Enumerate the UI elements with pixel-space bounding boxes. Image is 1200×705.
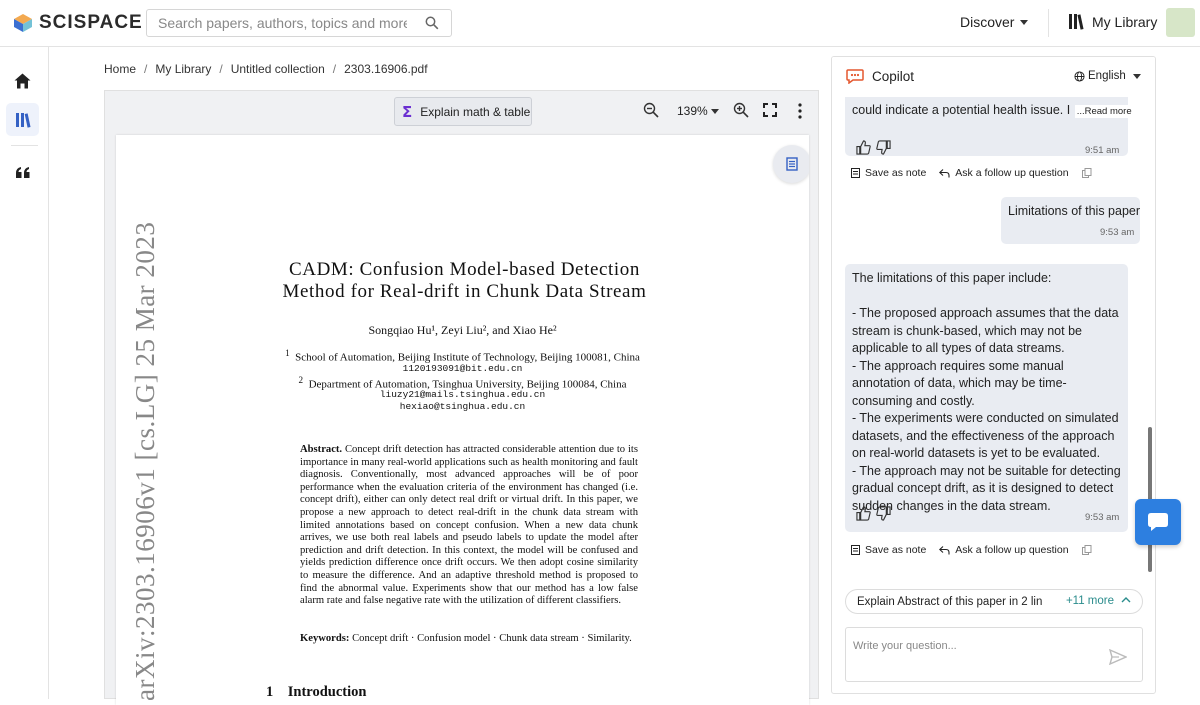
citation-button[interactable] — [6, 156, 39, 189]
keywords-text: Concept drift · Confusion model · Chunk data stream · Similarity. — [352, 633, 632, 644]
email-2: liuzy21@mails.tsinghua.edu.cn — [379, 389, 546, 400]
breadcrumb-separator: / — [144, 62, 148, 76]
user-message-text: Limitations of this paper — [1008, 204, 1141, 218]
thumbs-up-icon[interactable] — [856, 140, 871, 155]
breadcrumb-my-library[interactable]: My Library — [155, 62, 212, 76]
affiliation-1-marker: 1 — [285, 348, 290, 358]
user-message — [1001, 197, 1140, 244]
keywords-label: Keywords: — [300, 633, 350, 644]
abstract-text: Concept drift detection has attracted considerable attention due to its importance in many real-world applications such as health monitoring and fault diagnosis. Conventionally, most advanced approaches will be of poor performance when the evaluation criteria of the environment has changed (i.e. concept drift), either can only detect real drift or virtual drift. In this paper, we propose a new approach to detect real-drift in the chunk data stream with limited annotations based on concept confusion. When a new data chunk arrives, we use both real labels and pseudo labels to update the model after prediction and drift detection. In this context, the model will be confused and yields prediction difference once drift occurs. We then adopt cosine similarity to measure the difference. And an adaptive threshold method is proposed to find the abnormal value. Experiments show that our method has a low false alarm rate and false negative rate with the utilization of different classifiers. — [300, 444, 638, 607]
copilot-title: Copilot — [872, 69, 915, 84]
pdf-viewer — [104, 90, 819, 699]
email-3: hexiao@tsinghua.edu.cn — [399, 401, 526, 412]
paper-authors: Songqiao Hu¹, Zeyi Liu², and Xiao He² — [368, 323, 557, 337]
keywords — [300, 632, 638, 645]
save-note-label: Save as note — [865, 167, 927, 179]
email-1: 1120193091@bit.edu.cn — [402, 363, 523, 374]
search-box[interactable] — [146, 9, 452, 37]
section-number: 1 — [266, 684, 274, 700]
chevron-down-icon — [1020, 20, 1028, 25]
home-button[interactable] — [6, 64, 39, 97]
chat-bubble-icon — [1147, 512, 1169, 532]
save-note-label: Save as note — [865, 544, 927, 556]
suggested-question[interactable] — [845, 589, 1143, 614]
copy-icon[interactable] — [1082, 168, 1092, 178]
thumbs-down-icon[interactable] — [876, 506, 891, 521]
abstract — [300, 444, 638, 608]
follow-up-label: Ask a follow up question — [955, 167, 1069, 179]
rail-divider — [11, 145, 38, 146]
follow-up-label: Ask a follow up question — [955, 544, 1069, 556]
divider — [1048, 9, 1049, 37]
pdf-page — [116, 135, 809, 705]
message-actions — [851, 167, 1092, 179]
library-nav-button[interactable] — [6, 103, 39, 136]
paper-title-line-1: CADM: Confusion Model-based Detection — [289, 259, 640, 280]
zoom-value: 139% — [677, 104, 708, 118]
copilot-panel — [831, 56, 1156, 694]
reply-icon — [939, 546, 950, 555]
pdf-toolbar — [105, 91, 818, 133]
chevron-down-icon — [1133, 74, 1141, 79]
follow-up-button[interactable] — [939, 544, 1068, 556]
answer-text — [852, 270, 1124, 515]
zoom-select[interactable] — [677, 104, 719, 118]
message-text — [852, 102, 1132, 121]
answer-item: - The proposed approach assumes that the data stream is chunk-based, which may not be applicable to all types of data streams. — [852, 306, 1119, 355]
left-rail — [0, 47, 49, 699]
more-options-icon[interactable] — [798, 103, 802, 119]
arxiv-stamp: arXiv:2303.16906v1 [cs.LG] 25 Mar 2023 — [130, 221, 160, 701]
avatar[interactable] — [1166, 8, 1195, 37]
sigma-icon: Σ — [402, 102, 413, 121]
breadcrumb-home[interactable]: Home — [104, 62, 137, 76]
user-message-time: 9:53 am — [1100, 227, 1135, 238]
note-icon — [851, 545, 860, 555]
feedback-buttons — [856, 140, 891, 155]
send-icon[interactable] — [1109, 649, 1127, 665]
globe-icon — [1074, 71, 1085, 82]
scispace-logo[interactable] — [13, 11, 143, 35]
affiliation-1-text: School of Automation, Beijing Institute of Technology, Beijing 100081, China — [295, 351, 640, 364]
answer-item: - The approach may not be suitable for detecting gradual concept drift, as it is designed to detect sudden changes in the data stream. — [852, 463, 1121, 513]
fullscreen-icon[interactable] — [763, 103, 777, 117]
home-icon — [14, 73, 31, 89]
quote-icon — [16, 167, 30, 179]
document-icon — [786, 157, 798, 171]
brand-name: SCISPACE — [39, 12, 143, 33]
my-library-button[interactable] — [1068, 13, 1157, 30]
chevron-up-icon[interactable] — [1121, 596, 1131, 603]
affiliation-1 — [116, 348, 809, 364]
question-box[interactable] — [845, 627, 1143, 682]
read-more-link[interactable]: ...Read more — [1076, 106, 1132, 117]
search-icon[interactable] — [425, 16, 439, 30]
question-input[interactable] — [853, 636, 1103, 656]
copilot-header — [832, 57, 1155, 97]
affiliation-2-text: Department of Automation, Tsinghua University, Beijing 100084, China — [308, 378, 627, 391]
answer-item: - The approach requires some manual annotation of data, which may be time-consuming and costly. — [852, 358, 1067, 408]
chevron-down-icon — [711, 109, 719, 114]
discover-menu[interactable] — [960, 14, 1028, 30]
my-library-label: My Library — [1092, 13, 1158, 30]
message-tail: could indicate a potential health issue. I — [852, 103, 1071, 117]
answer-time: 9:53 am — [1085, 512, 1120, 523]
assistant-answer — [845, 264, 1128, 532]
search-input[interactable] — [147, 10, 407, 36]
thumbs-down-icon[interactable] — [876, 140, 891, 155]
breadcrumb-separator: / — [332, 62, 337, 76]
discover-label: Discover — [960, 14, 1015, 30]
chat-support-button[interactable] — [1135, 499, 1181, 545]
top-bar — [0, 0, 1200, 47]
zoom-out-icon[interactable] — [643, 102, 659, 118]
answer-intro: The limitations of this paper include: — [852, 271, 1052, 285]
library-icon — [1068, 13, 1085, 30]
section-title: Introduction — [287, 684, 367, 700]
note-icon — [851, 168, 860, 178]
thumbs-up-icon[interactable] — [856, 506, 871, 521]
affiliation-2-marker: 2 — [298, 375, 304, 385]
explain-math-table-button[interactable] — [394, 97, 532, 126]
abstract-label: Abstract. — [300, 444, 343, 455]
paper-title-line-2: Method for Real-drift in Chunk Data Stream — [282, 281, 647, 302]
section-heading — [266, 684, 366, 701]
zoom-in-icon[interactable] — [733, 102, 749, 118]
language-label: English — [1088, 70, 1126, 82]
save-note-button[interactable] — [851, 544, 926, 556]
language-select[interactable] — [1074, 70, 1141, 82]
library-icon — [15, 112, 31, 128]
answer-actions — [851, 544, 1092, 556]
answer-item: - The experiments were conducted on simulated datasets, and the effectiveness of the approach on real-world datasets is yet to be evaluated. — [852, 411, 1119, 460]
page-notes-button[interactable] — [773, 145, 809, 183]
more-suggestions-link[interactable]: +11 more — [1065, 595, 1114, 607]
follow-up-button[interactable] — [939, 167, 1068, 179]
message-time: 9:51 am — [1085, 145, 1120, 156]
logo-icon — [13, 13, 33, 33]
copilot-icon — [846, 68, 864, 84]
save-note-button[interactable] — [851, 167, 926, 179]
breadcrumb — [104, 62, 428, 76]
reply-icon — [939, 169, 950, 178]
explain-label: Explain math & table — [420, 104, 531, 119]
feedback-buttons — [856, 506, 891, 521]
breadcrumb-separator: / — [219, 62, 223, 76]
paper-title — [116, 259, 809, 303]
suggestion-text: Explain Abstract of this paper in 2 lin — [857, 595, 1043, 608]
breadcrumb-current-file: 2303.16906.pdf — [344, 62, 428, 76]
breadcrumb-collection[interactable]: Untitled collection — [230, 62, 325, 76]
copy-icon[interactable] — [1082, 545, 1092, 555]
